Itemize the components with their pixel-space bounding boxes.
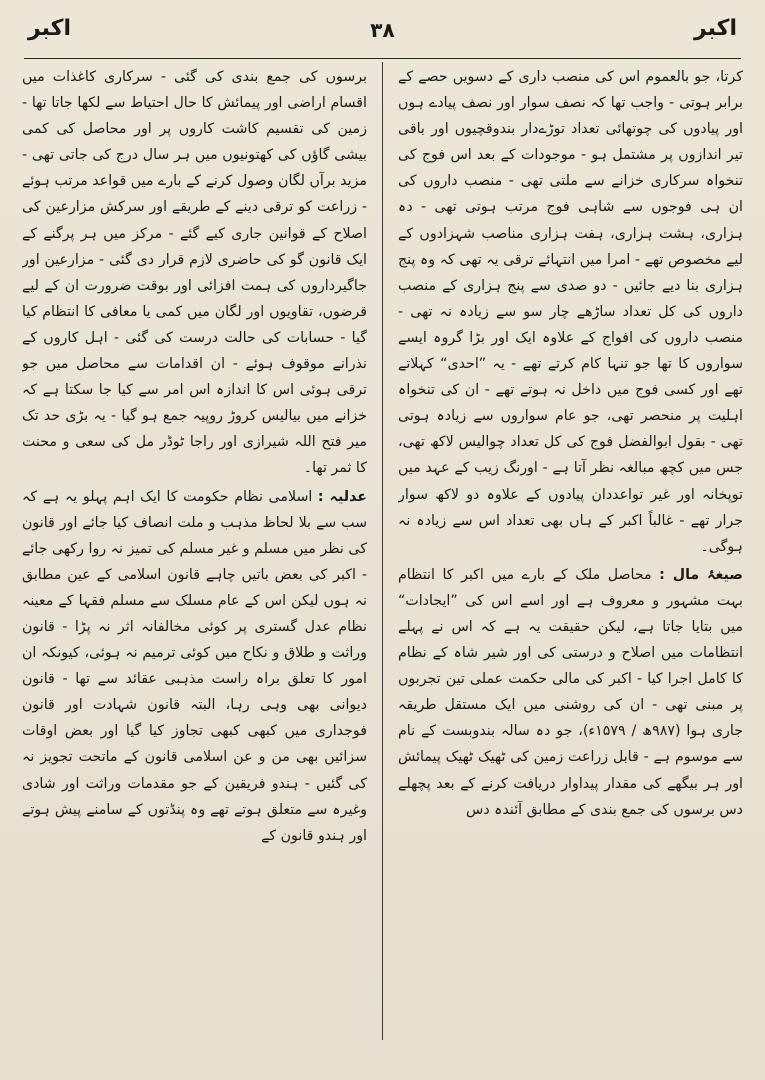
left-column bbox=[22, 64, 367, 1040]
judiciary-text: اسلامی نظام حکومت کا ایک اہم پہلو یہ ہے کہ سب سے بلا لحاظ مذہب و ملت انصاف کیا جائے اور قانون کی نظر میں مسلم و غیر مسلم کی تمیز نہ روا رکھی جائے - اکبر کی بعض باتیں چاہے قانون اسلامی کے عین مطابق نہ ہوں لیکن اس کے عام مسلک سے مسلم فقہا کے معینہ نظام عدل گستری پر کوئی مخالفانہ اثر نہ پڑا - قانون وراثت و طلاق و نکاح میں کوئی ترمیم نہ ہوئی، کیونکہ ان امور کا تعلق براہ راست مذہبی عقائد سے تھا - قانون دیوانی بھی وہی رہا، البتہ قانون شہادت اور قانون فوجداری میں کبھی کبھی تجاوز کیا گیا اور بعض اوقات سزائیں بھی من و عن اسلامی قانون کے ماتحت تجویز نہ کی گئیں - ہندو فریقین کے جو مقدمات وراثت اور شادی وغیرہ سے متعلق ہوتے تھے وہ پنڈتوں کے سامنے پیش ہوتے اور ہندو قانون کے bbox=[22, 488, 367, 844]
header-title-left: اکبر bbox=[28, 16, 72, 41]
judiciary-heading: عدلیہ : bbox=[317, 488, 367, 505]
revenue-text: محاصل ملک کے بارے میں اکبر کا انتظام بہت مشہور و معروف ہے اور اسے اس کی ”ایجادات“ میں بتایا جاتا ہے، لیکن حقیقت یہ ہے کہ اس نے پہلے انتظامات میں اصلاح و درستی کی اور شیر شاہ کے نظام کا کامل اجرا کیا - اکبر کی مالی حکمت عملی تین تجربوں پر مبنی تھی - ان کی روشنی میں ایک مستقل طریقہ جاری ہوا (۹۸۷ھ / ۱۵۷۹ء)، جو دہ سالہ بندوبست کے نام سے موسوم ہے - قابل زراعت زمین کی ٹھیک ٹھیک پیمائش اور ہر بیگھے کی مقدار پیداوار دریافت کرنے کے بعد پچھلے دس برسوں کی جمع بندی کے مطابق آئندہ دس bbox=[398, 566, 743, 818]
header-title-right: اکبر bbox=[693, 16, 737, 41]
header-rule bbox=[24, 58, 741, 59]
column-divider bbox=[382, 62, 383, 1040]
judiciary-paragraph bbox=[22, 484, 367, 849]
right-column bbox=[398, 64, 743, 1040]
revenue-heading: صیغۂ مال : bbox=[659, 566, 743, 583]
settlement-paragraph: برسوں کی جمع بندی کی گئی - سرکاری کاغذات میں اقسام اراضی اور پیمائش کا حال احتیاط سے لکھا جاتا تھا - زمین کی تقسیم کاشت کاروں پر اور محاصل کی کمی بیشی گاؤں کی کھتونیوں میں ہر سال درج کی جاتی تھی - مزید برآں لگان وصول کرنے کے بارے میں قواعد مرتب ہوئے - زراعت کو ترقی دینے کے طریقے اور سرکش مزارعین کی اصلاح کے قوانین جاری کیے گئے - مرکز میں ہر پرگنے کے ایک قانون گو کی حاضری لازم قرار دی گئی - مزارعین اور جاگیرداروں کی ہمت افزائی اور بوقت ضرورت ان کے لیے قرضوں، تقاویوں اور لگان میں کمی یا معافی کا انتظام کیا گیا - حسابات کی حالت درست کی گئی - اہل کاروں کے نذرانے موقوف ہوئے - ان اقدامات سے محاصل میں جو ترقی ہوئی اس کا اندازہ اس امر سے کیا جا سکتا ہے کہ خزانے میں بیالیس کروڑ روپیہ جمع ہو گیا - یہ بڑی حد تک میر فتح اللہ شیرازی اور راجا ٹوڈر مل کی سعی و محنت کا ثمر تھا۔ bbox=[22, 69, 367, 477]
running-header bbox=[28, 16, 737, 56]
page-number: ۳۸ bbox=[370, 18, 395, 42]
revenue-paragraph bbox=[398, 562, 743, 823]
military-paragraph: کرتا، جو بالعموم اس کی منصب داری کے دسویں حصے کے برابر ہوتی - واجب تھا کہ نصف سوار اور نصف پیادے ہوں اور پیادوں کی چوتھائی تعداد توڑےدار بندوقچیوں اور باقی تیر اندازوں پر مشتمل ہو - موجودات کے بعد اس فوج کی تنخواہ سرکاری خزانے سے ملتی تھی - منصب داروں کی ان ہی فوجوں سے شاہی فوج مرتب ہوتی تھی - دہ ہزاری، ہشت ہزاری، ہفت ہزاری مناصب شہزادوں کے لیے مخصوص تھے - امرا میں انتہائے ترقی یہ تھی کہ وہ پنج ہزاری بنا دیے جائیں - دو صدی سے پنج ہزاری کے منصب داروں کی کل تعداد ساڑھے چار سو سے زیادہ نہ تھی - منصب داروں کی افواج کے علاوہ ایک اور بڑا گروہ ایسے سواروں کا تھا جو تنہا کام کرتے تھے - یہ ”احدی“ کہلاتے تھے اور کسی فوج میں داخل نہ ہوتے تھے - ان کی تنخواہ اہلیت پر منحصر تھی، جو عام سواروں سے زیادہ ہوتی تھی - بقول ابوالفضل فوج کی کل تعداد چوالیس لاکھ تھی، جس میں کچھ مبالغہ نظر آتا ہے - اورنگ زیب کے عہد میں توپخانہ اور غیر تواعددان پیادوں کے علاوہ دو لاکھ سوار جرار تھے - غالباً اکبر کے ہاں بھی تعداد اس سے زیادہ نہ ہوگی۔ bbox=[398, 69, 743, 555]
